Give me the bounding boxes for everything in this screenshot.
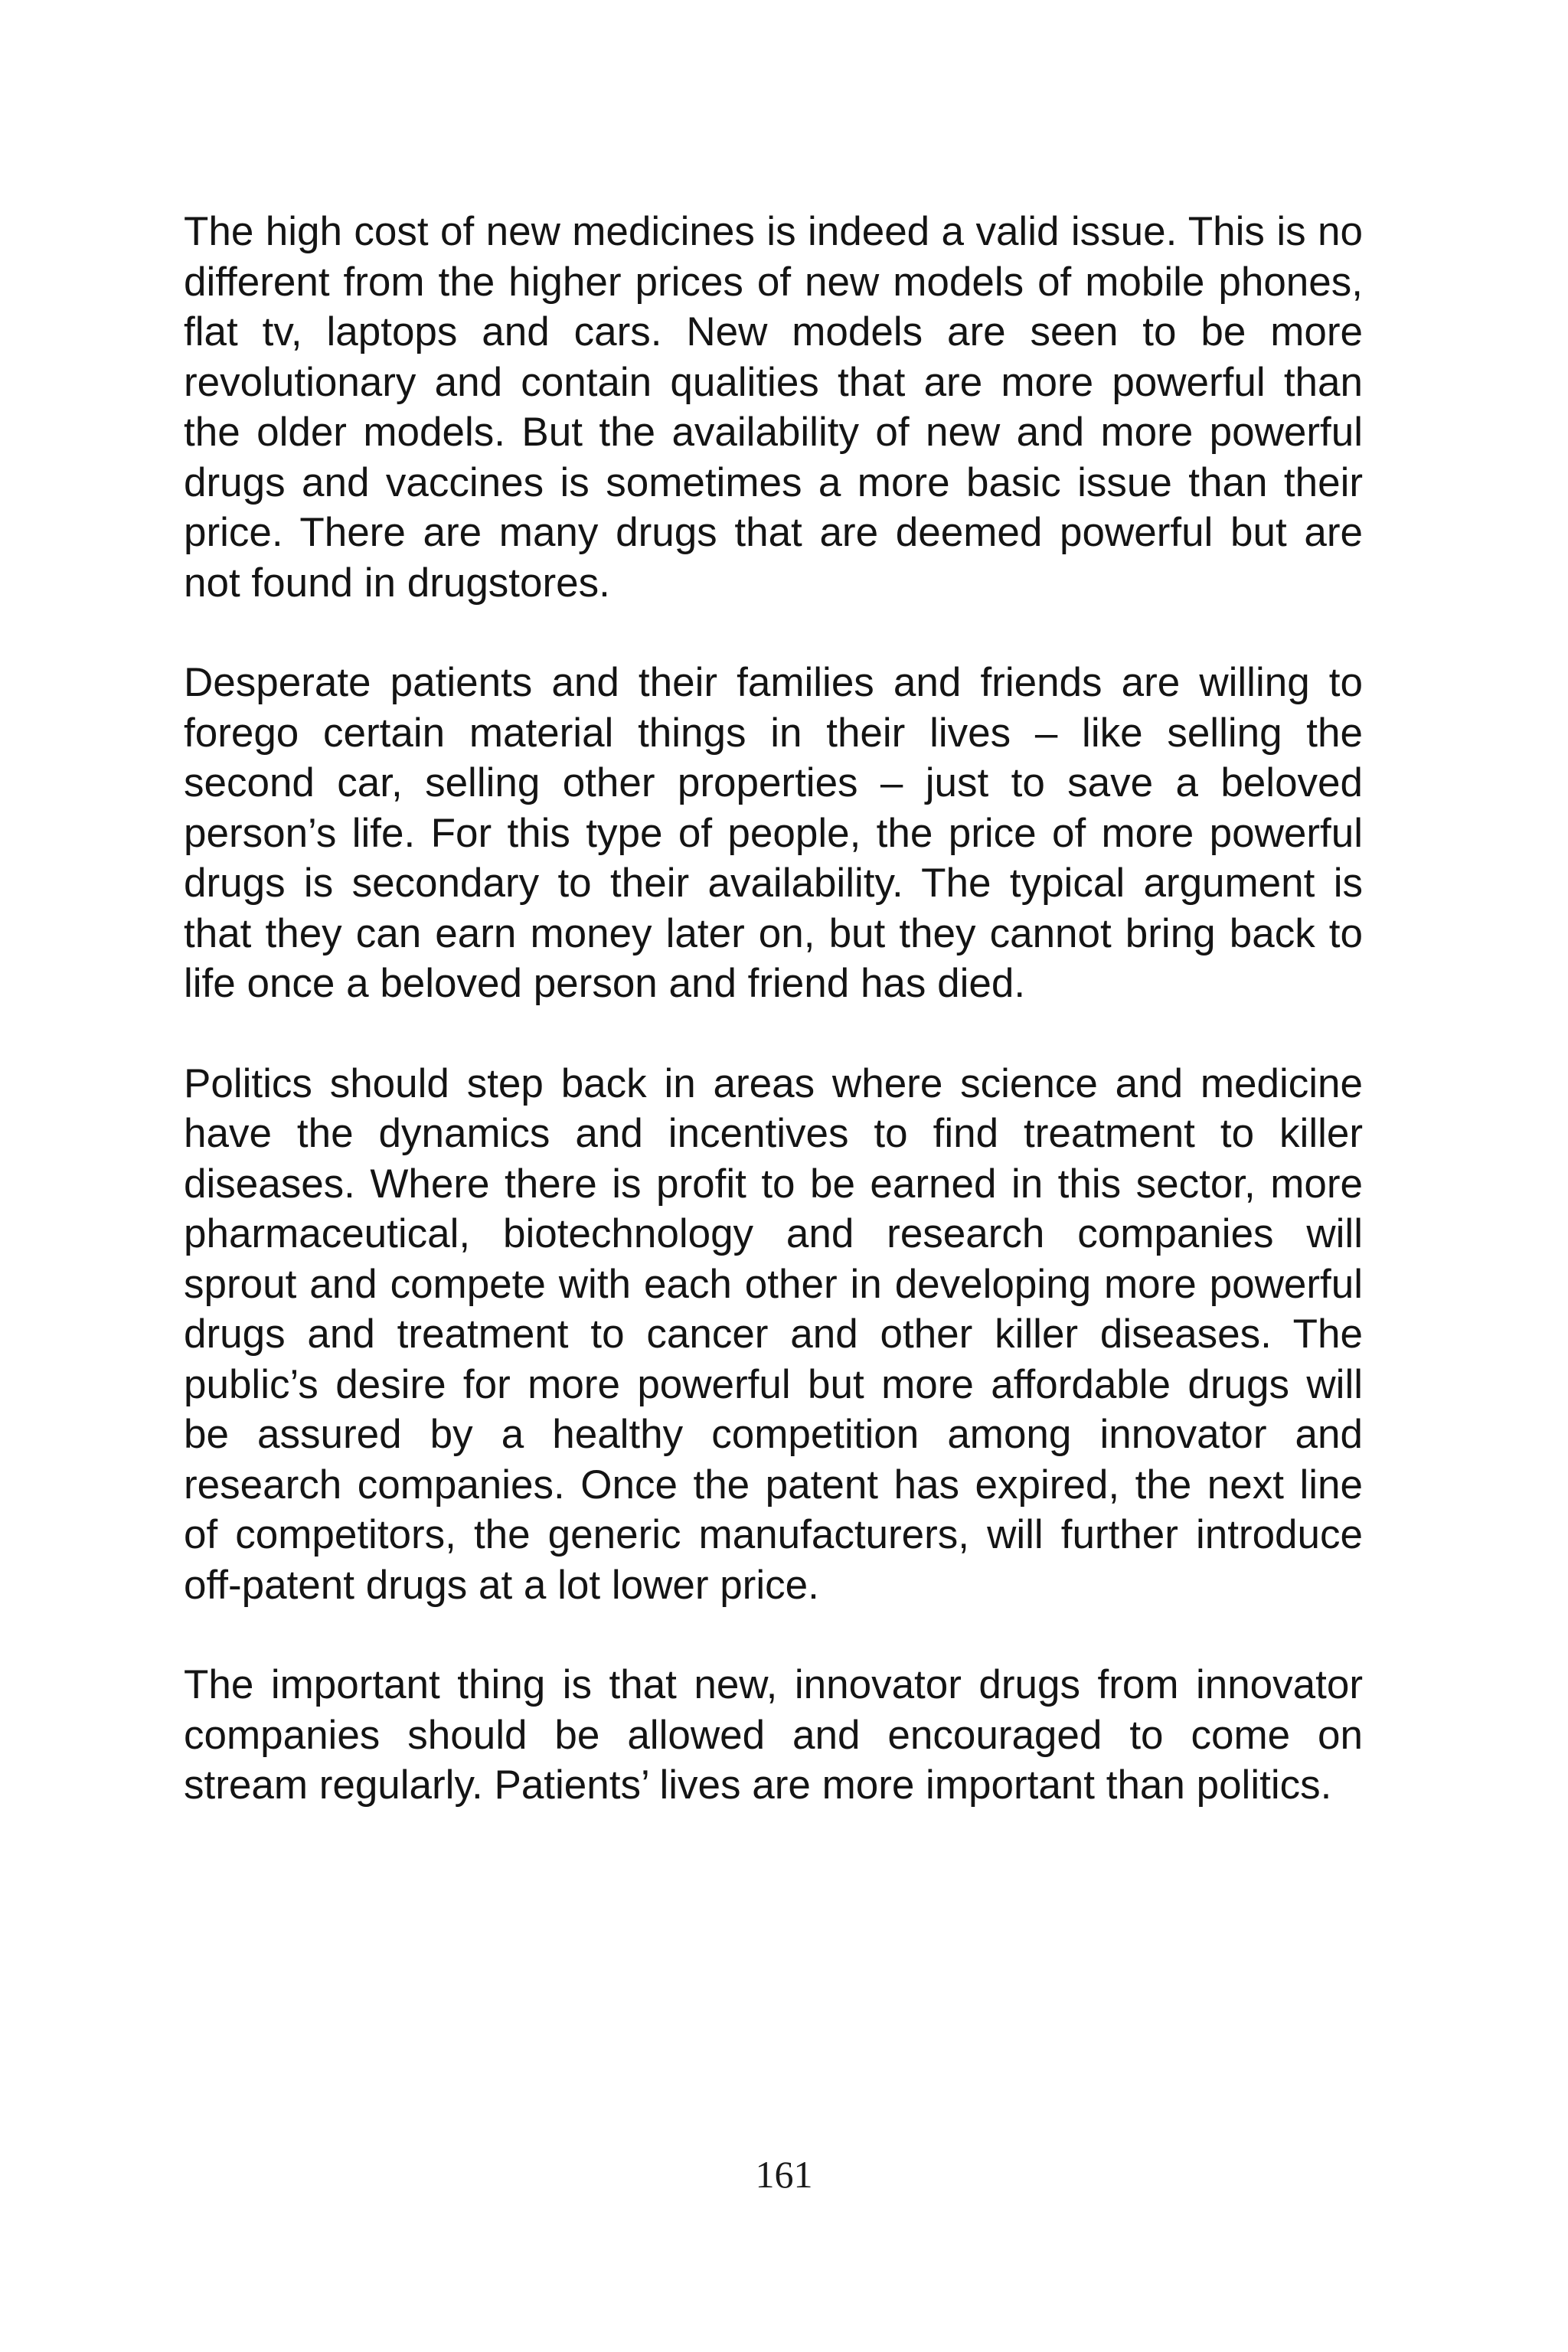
paragraph-1: The high cost of new medicines is indeed a valid issue. This is no different from the higher prices of new models of mobile phones, flat tv, laptops and cars. New models are seen to be more revolutionary and contain qualities that are more powerful than the older models. But the availability of new and more powerful drugs and vaccines is sometimes a more basic issue than their price. There are many drugs that are deemed powerful but are not found in drugstores.	[184, 209, 1363, 606]
page-number: 161	[755, 2153, 813, 2196]
paragraph-2: Desperate patients and their families and friends are willing to forego certain material things in their lives – like selling the second car, selling other properties – just to save a beloved person’s life. For this type of people, the price of more powerful drugs is secondary to their availability. The typical argument is that they can earn money later on, but they cannot bring back to life once a beloved person and friend has died.	[184, 660, 1363, 1006]
paragraph-3: Politics should step back in areas where science and medicine have the dynamics and incentives to find treatment to killer diseases. Where there is profit to be earned in this sector, more pharmaceutical, biotechnology and research companies will sprout and compete with each other in developing more powerful drugs and treatment to cancer and other killer diseases. The public’s desire for more powerful but more affordable drugs will be assured by a healthy competition among innovator and research companies. Once the patent has expired, the next line of competitors, the generic manufacturers, will further introduce off-patent drugs at a lot lower price.	[184, 1060, 1363, 1608]
paragraph-4: The important thing is that new, innovator drugs from innovator companies should be allowed and encouraged to come on stream regularly. Patients’ lives are more important than politics.	[184, 1662, 1363, 1808]
body-text	[184, 207, 1363, 1811]
